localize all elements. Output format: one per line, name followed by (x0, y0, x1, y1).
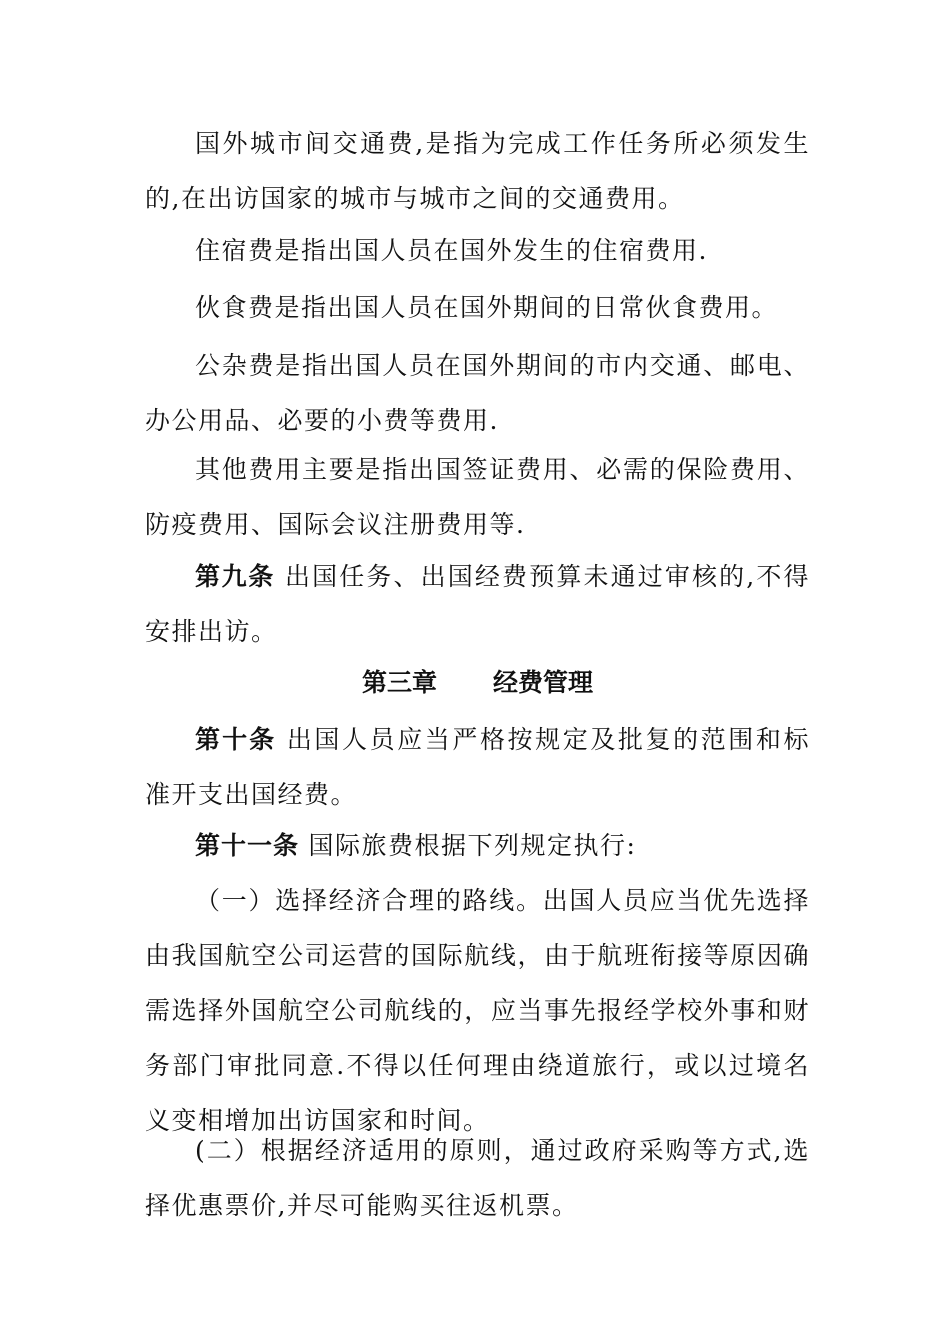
clause-1: （一）选择经济合理的路线。出国人员应当优先选择由我国航空公司运营的国际航线，由于航班衔接等原因确需选择外国航空公司航线的，应当事先报经学校外事和财务部门审批同意.不得以任何理由绕道旅行，或以过境名义变相增加出访国家和时间。 (145, 886, 810, 1135)
article-10-heading: 第十条 (195, 725, 277, 754)
article-9-text: 出国任务、出国经费预算未通过审核的,不得安排出访。 (145, 562, 810, 646)
article-10 (145, 712, 810, 822)
paragraph-intercity-transport: 国外城市间交通费,是指为完成工作任务所必须发生的,在出访国家的城市与城市之间的交通费用。 (145, 129, 810, 213)
paragraph-miscellaneous: 公杂费是指出国人员在国外期间的市内交通、邮电、办公用品、必要的小费等费用. (145, 351, 810, 435)
chapter-heading (145, 658, 810, 708)
article-11-text: 国际旅费根据下列规定执行: (299, 831, 637, 860)
chapter-number: 第三章 (361, 668, 437, 697)
paragraph-accommodation: 住宿费是指出国人员在国外发生的住宿费用. (195, 236, 708, 265)
article-9-heading: 第九条 (195, 562, 275, 591)
article-11 (145, 818, 810, 873)
paragraph-other-expenses: 其他费用主要是指出国签证费用、必需的保险费用、防疫费用、国际会议注册费用等. (145, 455, 810, 539)
chapter-title: 经费管理 (493, 668, 594, 697)
article-10-text: 出国人员应当严格按规定及批复的范围和标准开支出国经费。 (145, 725, 810, 809)
article-9 (145, 549, 810, 659)
clause-2: (二）根据经济适用的原则，通过政府采购等方式,选择优惠票价,并尽可能购买往返机票。 (145, 1136, 810, 1220)
paragraph-meals: 伙食费是指出国人员在国外期间的日常伙食费用。 (195, 293, 779, 322)
article-11-heading: 第十一条 (195, 831, 300, 860)
